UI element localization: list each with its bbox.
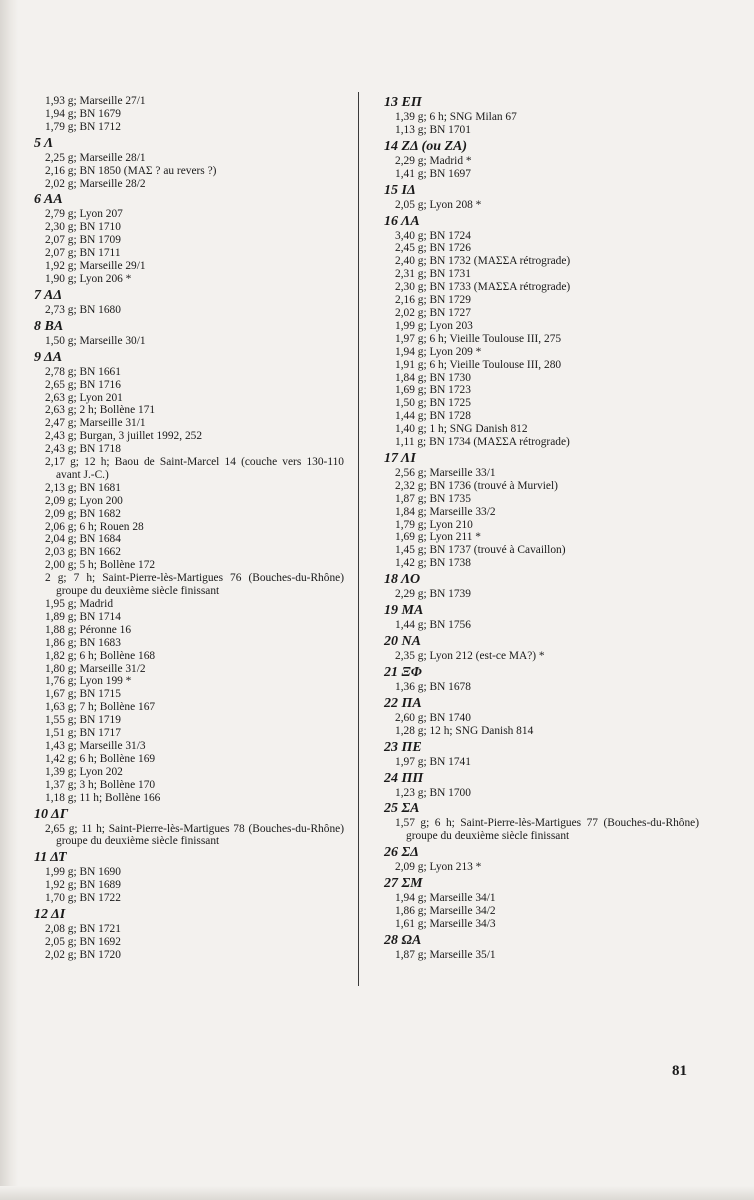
coin-entry: 1,94 g; Lyon 209 *	[395, 345, 482, 358]
coin-entry: 1,23 g; BN 1700	[395, 786, 471, 799]
type-heading: 15 ΙΔ	[384, 182, 416, 198]
coin-entry: 1,86 g; Marseille 34/2	[395, 905, 496, 918]
coin-entry: 1,11 g; BN 1734 (ΜΑΣΣΑ rétrograde)	[395, 436, 570, 449]
coin-entry: 2,56 g; Marseille 33/1	[395, 466, 496, 479]
coin-entry: 1,28 g; 12 h; SNG Danish 814	[395, 724, 534, 737]
coin-entry: 2,13 g; BN 1681	[45, 481, 121, 494]
page-number: 81	[672, 1063, 687, 1079]
coin-entry: 1,87 g; Marseille 35/1	[395, 948, 496, 961]
coin-entry: 1,63 g; 7 h; Bollène 167	[45, 701, 156, 714]
right-column	[384, 95, 699, 962]
coin-entry: 1,79 g; BN 1712	[45, 120, 121, 133]
coin-entry: 1,82 g; 6 h; Bollène 168	[45, 649, 156, 662]
coin-entry: 1,42 g; BN 1738	[395, 557, 471, 570]
page-bottom-edge	[0, 1186, 754, 1200]
coin-entry: 1,84 g; BN 1730	[395, 371, 471, 384]
coin-entry: 1,93 g; Marseille 27/1	[45, 95, 146, 107]
type-heading: 12 ΔΙ	[34, 907, 66, 923]
coin-entry: 2,78 g; BN 1661	[45, 365, 121, 378]
coin-entry: 1,50 g; BN 1725	[395, 397, 471, 410]
coin-entry: 1,92 g; BN 1689	[45, 879, 121, 892]
coin-entry: 2,30 g; BN 1710	[45, 221, 121, 234]
type-heading: 25 ΣΑ	[384, 801, 420, 817]
coin-entry: 2,02 g; BN 1720	[45, 948, 121, 961]
coin-entry: 2,00 g; 5 h; Bollène 172	[45, 559, 156, 572]
coin-entry: 2,31 g; BN 1731	[395, 268, 471, 281]
coin-entry: 2,03 g; BN 1662	[45, 546, 121, 559]
column-divider	[358, 92, 359, 986]
coin-entry: 2,32 g; BN 1736 (trouvé à Murviel)	[395, 479, 558, 492]
type-heading: 10 ΔΓ	[34, 806, 69, 822]
page-gutter-shadow	[0, 0, 18, 1200]
coin-entry: 1,95 g; Madrid	[45, 598, 114, 610]
type-heading: 8 ΒΑ	[34, 318, 64, 334]
coin-entry: 1,50 g; Marseille 30/1	[45, 334, 146, 347]
coin-entry: 2,07 g; BN 1709	[45, 234, 121, 247]
left-column	[34, 95, 344, 962]
type-heading: 5 Λ	[34, 135, 54, 151]
coin-entry: 2,29 g; Madrid *	[395, 154, 472, 167]
coin-entry: 1,91 g; 6 h; Vieille Toulouse III, 280	[395, 358, 562, 371]
coin-entry: 1,39 g; Lyon 202	[45, 765, 123, 778]
coin-entry: 2,09 g; Lyon 200	[45, 494, 123, 507]
coin-entry: 1,70 g; BN 1722	[45, 892, 121, 905]
coin-entry: 1,97 g; 6 h; Vieille Toulouse III, 275	[395, 332, 562, 345]
coin-entry: 1,86 g; BN 1683	[45, 636, 121, 649]
coin-entry: 1,94 g; BN 1679	[45, 107, 121, 120]
coin-entry: 1,89 g; BN 1714	[45, 610, 121, 623]
coin-entry: 1,55 g; BN 1719	[45, 714, 121, 727]
coin-entry: 1,43 g; Marseille 31/3	[45, 739, 146, 752]
coin-entry: 2,16 g; BN 1850 (ΜΑΣ ? au revers ?)	[45, 164, 217, 177]
coin-entry: 1,37 g; 3 h; Bollène 170	[45, 778, 156, 791]
coin-entry: 2,25 g; Marseille 28/1	[45, 151, 146, 164]
coin-entry: 1,87 g; BN 1735	[395, 492, 471, 505]
coin-entry: 1,44 g; BN 1756	[395, 619, 471, 632]
type-heading: 9 ΔΑ	[34, 349, 63, 365]
type-heading: 17 ΛΙ	[384, 450, 416, 466]
coin-entry: 2,06 g; 6 h; Rouen 28	[45, 520, 144, 533]
type-heading: 24 ΠΠ	[384, 770, 424, 786]
coin-entry: 1,99 g; BN 1690	[45, 866, 121, 879]
coin-entry: 2,40 g; BN 1732 (ΜΑΣΣΑ rétrograde)	[395, 255, 571, 268]
coin-entry: 1,57 g; 6 h; Saint-Pierre-lès-Martigues 77 (Bouches-du-Rhône) groupe du deuxième siècle finissant	[395, 817, 699, 843]
coin-entry: 3,40 g; BN 1724	[395, 229, 471, 242]
coin-entry: 1,92 g; Marseille 29/1	[45, 260, 146, 273]
coin-entry: 2,60 g; BN 1740	[395, 711, 471, 724]
coin-entry: 2,02 g; Marseille 28/2	[45, 177, 146, 190]
type-heading: 21 ΞΦ	[384, 664, 422, 680]
coin-entry: 2,35 g; Lyon 212 (est-ce ΜΑ?) *	[395, 650, 545, 662]
coin-entry: 1,36 g; BN 1678	[395, 680, 471, 693]
coin-entry: 2 g; 7 h; Saint-Pierre-lès-Martigues 76 (Bouches-du-Rhône) groupe du deuxième siècle finissant	[45, 572, 344, 598]
coin-entry: 2,08 g; BN 1721	[45, 923, 121, 936]
coin-entry: 2,09 g; BN 1682	[45, 507, 121, 520]
type-heading: 27 ΣΜ	[384, 876, 423, 892]
type-heading: 7 ΑΔ	[34, 287, 63, 303]
coin-entry: 1,76 g; Lyon 199 *	[45, 675, 132, 688]
coin-entry: 1,69 g; Lyon 211 *	[395, 531, 481, 544]
coin-entry: 2,65 g; 11 h; Saint-Pierre-lès-Martigues 78 (Bouches-du-Rhône) groupe du deuxième siècle finissant	[45, 822, 344, 848]
coin-entry: 2,04 g; BN 1684	[45, 533, 121, 546]
type-heading: 28 ΩΑ	[384, 932, 422, 948]
coin-entry: 2,43 g; Burgan, 3 juillet 1992, 252	[45, 430, 203, 443]
coin-entry: 2,63 g; 2 h; Bollène 171	[45, 404, 156, 417]
coin-entry: 1,94 g; Marseille 34/1	[395, 892, 496, 905]
coin-entry: 1,42 g; 6 h; Bollène 169	[45, 752, 156, 765]
coin-entry: 2,05 g; BN 1692	[45, 935, 121, 948]
coin-entry: 2,07 g; BN 1711	[45, 247, 121, 260]
coin-entry: 1,90 g; Lyon 206 *	[45, 272, 132, 285]
coin-entry: 2,16 g; BN 1729	[395, 294, 471, 307]
coin-entry: 1,45 g; BN 1737 (trouvé à Cavaillon)	[395, 544, 566, 557]
coin-entry: 1,84 g; Marseille 33/2	[395, 505, 496, 518]
coin-entry: 2,65 g; BN 1716	[45, 378, 121, 391]
type-heading: 19 ΜΑ	[384, 603, 424, 619]
coin-entry: 2,79 g; Lyon 207	[45, 208, 123, 221]
coin-entry: 2,45 g; BN 1726	[395, 242, 471, 255]
type-heading: 6 ΑΑ	[34, 192, 63, 208]
coin-entry: 1,51 g; BN 1717	[45, 727, 121, 740]
type-heading: 16 ΛΑ	[384, 213, 420, 229]
coin-entry: 2,09 g; Lyon 213 *	[395, 861, 482, 874]
coin-entry: 2,63 g; Lyon 201	[45, 391, 123, 404]
coin-entry: 1,18 g; 11 h; Bollène 166	[45, 791, 161, 804]
coin-entry: 1,80 g; Marseille 31/2	[45, 662, 146, 675]
type-heading: 18 ΛΟ	[384, 572, 421, 588]
coin-entry: 2,30 g; BN 1733 (ΜΑΣΣΑ rétrograde)	[395, 281, 571, 294]
coin-entry: 1,97 g; BN 1741	[395, 755, 471, 768]
coin-entry: 1,39 g; 6 h; SNG Milan 67	[395, 111, 517, 123]
coin-entry: 1,13 g; BN 1701	[395, 123, 471, 136]
type-heading: 11 ΔΤ	[34, 850, 67, 866]
coin-entry: 1,99 g; Lyon 203	[395, 319, 473, 332]
type-heading: 20 ΝΑ	[384, 634, 421, 649]
coin-entry: 2,05 g; Lyon 208 *	[395, 198, 482, 211]
coin-entry: 2,47 g; Marseille 31/1	[45, 417, 146, 430]
coin-entry: 1,44 g; BN 1728	[395, 410, 471, 423]
coin-entry: 2,17 g; 12 h; Baou de Saint-Marcel 14 (couche vers 130-110 avant J.-C.)	[45, 456, 344, 481]
type-heading: 26 ΣΔ	[384, 845, 419, 861]
coin-entry: 2,43 g; BN 1718	[45, 443, 121, 456]
coin-entry: 1,40 g; 1 h; SNG Danish 812	[395, 423, 528, 436]
type-heading: 13 ΕΠ	[384, 95, 422, 110]
coin-entry: 1,67 g; BN 1715	[45, 688, 121, 701]
coin-entry: 1,41 g; BN 1697	[395, 167, 471, 180]
coin-entry: 2,29 g; BN 1739	[395, 588, 471, 601]
coin-entry: 1,69 g; BN 1723	[395, 384, 471, 397]
coin-entry: 1,88 g; Péronne 16	[45, 623, 132, 636]
type-heading: 22 ΠΑ	[384, 695, 422, 711]
coin-entry: 1,61 g; Marseille 34/3	[395, 917, 496, 930]
coin-entry: 2,73 g; BN 1680	[45, 303, 121, 316]
coin-entry: 1,79 g; Lyon 210	[395, 518, 473, 531]
type-heading: 23 ΠΕ	[384, 739, 422, 755]
coin-entry: 2,02 g; BN 1727	[395, 306, 471, 319]
type-heading: 14 ΖΔ (ou ΖΑ)	[384, 138, 468, 154]
